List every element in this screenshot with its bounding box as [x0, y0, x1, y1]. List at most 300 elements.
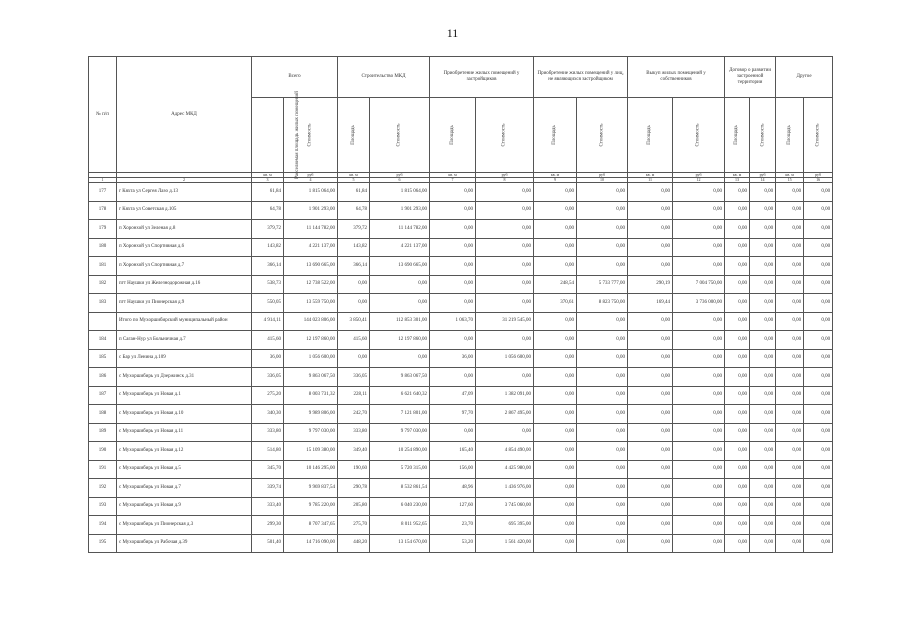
row-address: с Мухоршибирь ул Дзержинск д.31 — [117, 368, 252, 387]
row-value: 0,00 — [750, 368, 776, 387]
header-sub — [776, 98, 804, 173]
header-group: Строительство МКД — [338, 57, 430, 98]
row-value: 0,00 — [476, 220, 534, 239]
header-unit: кв. м — [430, 173, 476, 178]
row-value: 0,00 — [430, 183, 476, 202]
row-value: 0,00 — [476, 201, 534, 220]
header-index: 8 — [476, 178, 534, 183]
header-sub-label: Стоимость — [501, 123, 507, 147]
row-value: 13 559 750,00 — [284, 294, 338, 313]
row-value: 0,00 — [534, 220, 577, 239]
header-sub-label: Стоимость — [815, 123, 821, 147]
row-value: 0,00 — [750, 405, 776, 424]
header-sub-label: Площадь — [449, 125, 455, 145]
row-value: 9 797 030,00 — [284, 423, 338, 442]
row-value: 47,09 — [430, 386, 476, 405]
row-address: с Мухоршибирь ул Рабочая д.39 — [117, 534, 252, 553]
row-value: 0,00 — [577, 460, 628, 479]
row-value: 0,00 — [804, 368, 833, 387]
row-value: 0,00 — [776, 257, 804, 276]
row-number: 192 — [89, 479, 117, 498]
row-value: 336,05 — [252, 368, 284, 387]
row-value: 190,60 — [338, 460, 370, 479]
table-row — [89, 294, 833, 313]
header-group: Приобретение жилых помещений у застройщиков — [430, 57, 534, 98]
header-index: 15 — [776, 178, 804, 183]
row-value: 0,00 — [750, 257, 776, 276]
row-value: 0,00 — [628, 331, 673, 350]
row-value: 379,72 — [338, 220, 370, 239]
table-row — [89, 516, 833, 535]
row-value: 501,40 — [252, 534, 284, 553]
row-number: 178 — [89, 201, 117, 220]
header-sub-label: Стоимость — [599, 123, 605, 147]
row-value: 0,00 — [673, 534, 725, 553]
row-value: 0,00 — [776, 423, 804, 442]
header-group: Договор о развитии застроенной территории — [725, 57, 776, 98]
row-value: 1 063,70 — [430, 312, 476, 331]
header-group: Выкуп жилых помещений у собственников — [628, 57, 725, 98]
row-value: 9 863 067,50 — [370, 368, 430, 387]
header-index: 6 — [370, 178, 430, 183]
header-unit: кв. м — [725, 173, 750, 178]
row-value: 0,00 — [673, 479, 725, 498]
header-sub — [577, 98, 628, 173]
row-value: 36,00 — [252, 349, 284, 368]
row-address: с Мухоршибирь ул Пионерская д.3 — [117, 516, 252, 535]
row-value: 0,00 — [430, 238, 476, 257]
row-value: 48,96 — [430, 479, 476, 498]
header-unit: кв. м — [534, 173, 577, 178]
row-value: 0,00 — [750, 479, 776, 498]
row-value: 0,00 — [725, 368, 750, 387]
row-number: 179 — [89, 220, 117, 239]
row-value: 7 004 750,00 — [673, 275, 725, 294]
header-unit: кв. м — [776, 173, 804, 178]
row-value: 0,00 — [776, 331, 804, 350]
header-sub — [628, 98, 673, 173]
row-value: 0,00 — [804, 516, 833, 535]
row-value: 0,00 — [750, 516, 776, 535]
row-number: 190 — [89, 442, 117, 461]
header-unit: руб — [750, 173, 776, 178]
header-sub-label: Расселяемая площадь жилых помещений — [294, 91, 300, 179]
row-value: 13 690 665,00 — [370, 257, 430, 276]
row-address: с Мухоршибирь ул Новая д.12 — [117, 442, 252, 461]
row-value: 0,00 — [725, 534, 750, 553]
row-value: 370,61 — [534, 294, 577, 313]
row-value: 0,00 — [338, 275, 370, 294]
row-value: 0,00 — [776, 368, 804, 387]
table-row — [89, 405, 833, 424]
row-value: 156,00 — [430, 460, 476, 479]
row-address: с Мухоршибирь ул Новая д.11 — [117, 423, 252, 442]
row-value: 0,00 — [750, 442, 776, 461]
row-value: 0,00 — [673, 312, 725, 331]
table-row — [89, 423, 833, 442]
row-value: 0,00 — [534, 386, 577, 405]
row-value: 0,00 — [577, 497, 628, 516]
row-value: 0,00 — [577, 423, 628, 442]
row-value: 0,00 — [673, 460, 725, 479]
row-value: 0,00 — [577, 442, 628, 461]
row-value: 0,00 — [750, 312, 776, 331]
header-sub — [750, 98, 776, 173]
row-value: 64,78 — [252, 201, 284, 220]
row-value: 0,00 — [750, 460, 776, 479]
header-unit: кв. м — [628, 173, 673, 178]
row-value: 0,00 — [577, 238, 628, 257]
row-value: 0,00 — [673, 257, 725, 276]
row-value: 0,00 — [628, 238, 673, 257]
row-value: 514,80 — [252, 442, 284, 461]
row-value: 0,00 — [534, 331, 577, 350]
table-row — [89, 220, 833, 239]
row-value: 8 003 731,32 — [284, 386, 338, 405]
header-sub-label: Площадь — [786, 125, 792, 145]
row-value: 0,00 — [534, 257, 577, 276]
row-value: 0,00 — [673, 423, 725, 442]
row-value: 0,00 — [534, 534, 577, 553]
row-value: 53,20 — [430, 534, 476, 553]
header-unit: руб — [476, 173, 534, 178]
row-value: 0,00 — [804, 497, 833, 516]
row-value: 0,00 — [628, 386, 673, 405]
row-value: 248,54 — [534, 275, 577, 294]
row-value: 0,00 — [776, 183, 804, 202]
row-value: 0,00 — [628, 405, 673, 424]
row-value: 4 914,11 — [252, 312, 284, 331]
row-value: 0,00 — [430, 423, 476, 442]
row-value: 0,00 — [577, 331, 628, 350]
row-value: 0,00 — [750, 220, 776, 239]
row-address: с Мухоршибирь ул Новая д.10 — [117, 405, 252, 424]
row-address: с Мухоршибирь ул Новая д.7 — [117, 479, 252, 498]
row-value: 4 425 980,00 — [476, 460, 534, 479]
row-value: 0,00 — [725, 331, 750, 350]
row-value: 9 989 806,00 — [284, 405, 338, 424]
row-value: 0,00 — [725, 423, 750, 442]
row-value: 1 436 976,00 — [476, 479, 534, 498]
row-value: 0,00 — [577, 516, 628, 535]
row-value: 0,00 — [577, 479, 628, 498]
row-value: 0,00 — [804, 257, 833, 276]
row-value: 15 109 380,00 — [284, 442, 338, 461]
table-body — [89, 57, 833, 553]
row-value: 1 901 293,00 — [370, 201, 430, 220]
row-number: 186 — [89, 368, 117, 387]
table-row — [89, 331, 833, 350]
row-value: 0,00 — [804, 331, 833, 350]
header-index: 7 — [430, 178, 476, 183]
row-value: 205,80 — [338, 497, 370, 516]
row-value: 0,00 — [577, 183, 628, 202]
row-value: 127,60 — [430, 497, 476, 516]
row-value: 0,00 — [776, 479, 804, 498]
header-index: 13 — [725, 178, 750, 183]
header-group: Всего — [252, 57, 338, 98]
row-value: 1 056 600,00 — [284, 349, 338, 368]
row-value: 165,40 — [430, 442, 476, 461]
row-number: 182 — [89, 275, 117, 294]
table-row — [89, 442, 833, 461]
row-value: 1 056 600,00 — [476, 349, 534, 368]
header-sub-label: Стоимость — [760, 123, 766, 147]
row-value: 0,00 — [725, 497, 750, 516]
row-value: 0,00 — [577, 257, 628, 276]
row-value: 8 823 750,00 — [577, 294, 628, 313]
table-row — [89, 534, 833, 553]
row-value: 0,00 — [673, 442, 725, 461]
row-value: 61,84 — [338, 183, 370, 202]
table-row — [89, 312, 833, 331]
header-unit: руб — [804, 173, 833, 178]
row-number: 188 — [89, 405, 117, 424]
row-value: 4 221 137,00 — [370, 238, 430, 257]
row-value: 4 221 137,00 — [284, 238, 338, 257]
header-unit: руб — [370, 173, 430, 178]
row-value: 0,00 — [534, 479, 577, 498]
row-address: Итого по Мухоршибирский муниципальный район — [117, 312, 252, 331]
row-value: 299,30 — [252, 516, 284, 535]
row-value: 242,70 — [338, 405, 370, 424]
row-value: 0,00 — [628, 442, 673, 461]
row-value: 0,00 — [776, 220, 804, 239]
row-value: 1 815 064,00 — [370, 183, 430, 202]
table-row — [89, 257, 833, 276]
row-value: 11 144 782,00 — [370, 220, 430, 239]
row-value: 0,00 — [628, 460, 673, 479]
row-number: 177 — [89, 183, 117, 202]
row-value: 0,00 — [776, 534, 804, 553]
header-unit: кв. м — [338, 173, 370, 178]
table-row — [89, 386, 833, 405]
header-sub-label: Площадь — [552, 125, 558, 145]
row-value: 0,00 — [628, 479, 673, 498]
row-value: 0,00 — [750, 201, 776, 220]
header-index: 10 — [577, 178, 628, 183]
table-row — [89, 349, 833, 368]
row-value: 12 197 860,00 — [370, 331, 430, 350]
row-value: 0,00 — [534, 201, 577, 220]
row-value: 2 867 495,00 — [476, 405, 534, 424]
header-sub — [284, 98, 338, 173]
row-value: 5 720 315,00 — [370, 460, 430, 479]
row-value: 0,00 — [673, 386, 725, 405]
row-value: 0,00 — [476, 257, 534, 276]
row-value: 448,20 — [338, 534, 370, 553]
row-value: 5 733 777,00 — [577, 275, 628, 294]
row-value: 0,00 — [725, 349, 750, 368]
row-value: 0,00 — [750, 349, 776, 368]
row-value: 0,00 — [804, 349, 833, 368]
row-value: 366,14 — [338, 257, 370, 276]
row-value: 8 011 952,65 — [370, 516, 430, 535]
header-index: 5 — [338, 178, 370, 183]
row-value: 0,00 — [476, 275, 534, 294]
row-value: 0,00 — [476, 423, 534, 442]
row-value: 0,00 — [776, 349, 804, 368]
row-value: 0,00 — [673, 183, 725, 202]
row-value: 0,00 — [725, 442, 750, 461]
row-value: 0,00 — [577, 368, 628, 387]
row-value: 333,80 — [252, 423, 284, 442]
row-value: 0,00 — [776, 312, 804, 331]
row-value: 0,00 — [577, 534, 628, 553]
row-value: 0,00 — [804, 405, 833, 424]
header-unit: руб — [284, 173, 338, 178]
row-number: 193 — [89, 497, 117, 516]
row-value: 0,00 — [725, 479, 750, 498]
row-value: 6 621 640,32 — [370, 386, 430, 405]
row-value: 0,00 — [725, 294, 750, 313]
row-value: 0,00 — [776, 516, 804, 535]
row-value: 0,00 — [430, 294, 476, 313]
row-value: 366,14 — [252, 257, 284, 276]
row-value: 0,00 — [577, 405, 628, 424]
header-index: 11 — [628, 178, 673, 183]
row-number: 185 — [89, 349, 117, 368]
row-value: 290,19 — [628, 275, 673, 294]
row-value: 0,00 — [628, 220, 673, 239]
row-value: 0,00 — [725, 405, 750, 424]
row-number: 195 — [89, 534, 117, 553]
row-address: с Мухоршибирь ул Новая д.1 — [117, 386, 252, 405]
row-value: 336,05 — [338, 368, 370, 387]
row-value: 0,00 — [577, 386, 628, 405]
row-value: 0,00 — [725, 275, 750, 294]
header-sub — [430, 98, 476, 173]
row-value: 0,00 — [577, 349, 628, 368]
header-unit: руб — [673, 173, 725, 178]
resettlement-table — [88, 56, 833, 553]
row-value: 550,05 — [252, 294, 284, 313]
header-index: 3 — [252, 178, 284, 183]
row-value: 415,60 — [338, 331, 370, 350]
row-value: 0,00 — [804, 220, 833, 239]
row-value: 0,00 — [804, 275, 833, 294]
row-value: 13 690 665,00 — [284, 257, 338, 276]
row-address: с Бар ул Ленина д.109 — [117, 349, 252, 368]
row-value: 3 736 000,00 — [673, 294, 725, 313]
row-address: п Саган-Нур ул Больничная д.7 — [117, 331, 252, 350]
row-value: 0,00 — [628, 201, 673, 220]
row-value: 0,00 — [534, 183, 577, 202]
row-value: 0,00 — [776, 386, 804, 405]
row-value: 0,00 — [673, 349, 725, 368]
row-value: 0,00 — [673, 201, 725, 220]
row-value: 415,60 — [252, 331, 284, 350]
row-value: 6 040 230,00 — [370, 497, 430, 516]
row-value: 0,00 — [534, 460, 577, 479]
row-value: 349,40 — [338, 442, 370, 461]
row-value: 0,00 — [476, 331, 534, 350]
row-value: 340,30 — [252, 405, 284, 424]
row-value: 0,00 — [750, 386, 776, 405]
row-value: 0,00 — [534, 238, 577, 257]
row-value: 695 395,00 — [476, 516, 534, 535]
row-number: 191 — [89, 460, 117, 479]
row-value: 0,00 — [776, 497, 804, 516]
row-value: 0,00 — [750, 183, 776, 202]
row-value: 0,00 — [673, 405, 725, 424]
row-value: 144 023 806,00 — [284, 312, 338, 331]
header-group: Другое — [776, 57, 833, 98]
row-value: 0,00 — [628, 368, 673, 387]
row-value: 0,00 — [476, 238, 534, 257]
table-row — [89, 201, 833, 220]
row-value: 0,00 — [725, 238, 750, 257]
row-number: 187 — [89, 386, 117, 405]
row-value: 0,00 — [750, 497, 776, 516]
row-value: 4 854 490,00 — [476, 442, 534, 461]
row-number: 183 — [89, 294, 117, 313]
row-value: 9 969 837,54 — [284, 479, 338, 498]
row-value: 1 382 091,00 — [476, 386, 534, 405]
row-value: 0,00 — [725, 220, 750, 239]
row-value: 0,00 — [776, 405, 804, 424]
row-value: 0,00 — [804, 460, 833, 479]
row-value: 0,00 — [804, 238, 833, 257]
row-value: 0,00 — [577, 201, 628, 220]
row-value: 0,00 — [725, 201, 750, 220]
header-sub — [476, 98, 534, 173]
page-number: 11 — [446, 26, 459, 40]
row-value: 0,00 — [430, 201, 476, 220]
row-value: 0,00 — [725, 386, 750, 405]
header-sub-label: Площадь — [350, 125, 356, 145]
row-value: 0,00 — [370, 349, 430, 368]
header-sub — [673, 98, 725, 173]
row-value: 0,00 — [534, 442, 577, 461]
row-value: 9 863 067,50 — [284, 368, 338, 387]
row-value: 333,40 — [252, 497, 284, 516]
row-value: 143,82 — [252, 238, 284, 257]
row-value: 3 850,41 — [338, 312, 370, 331]
header-sub — [370, 98, 430, 173]
header-sub — [725, 98, 750, 173]
row-number: 181 — [89, 257, 117, 276]
row-value: 0,00 — [628, 497, 673, 516]
row-value: 14 716 090,00 — [284, 534, 338, 553]
row-value: 0,00 — [338, 294, 370, 313]
row-value: 290,78 — [338, 479, 370, 498]
row-value: 1 815 064,00 — [284, 183, 338, 202]
row-value: 1 901 293,00 — [284, 201, 338, 220]
row-value: 0,00 — [725, 312, 750, 331]
row-value: 3 745 060,00 — [476, 497, 534, 516]
row-value: 10 146 295,00 — [284, 460, 338, 479]
row-address: г Кяхта ул Сергея Лазо д.13 — [117, 183, 252, 202]
table-row — [89, 368, 833, 387]
row-value: 0,00 — [750, 331, 776, 350]
header-sub-label: Стоимость — [307, 123, 313, 147]
row-value: 0,00 — [804, 294, 833, 313]
row-address: с Мухоршибирь ул Новая д.5 — [117, 460, 252, 479]
row-value: 169,44 — [628, 294, 673, 313]
row-value: 8 532 861,54 — [370, 479, 430, 498]
row-value: 0,00 — [628, 312, 673, 331]
row-value: 0,00 — [577, 312, 628, 331]
header-address: Адрес МКД — [117, 57, 252, 173]
row-value: 0,00 — [673, 497, 725, 516]
row-address: п Хоронхой ул Спортивная д.6 — [117, 238, 252, 257]
row-number — [89, 312, 117, 331]
row-value: 0,00 — [476, 368, 534, 387]
row-value: 0,00 — [430, 331, 476, 350]
row-value: 379,72 — [252, 220, 284, 239]
header-sub-label: Площадь — [734, 125, 740, 145]
